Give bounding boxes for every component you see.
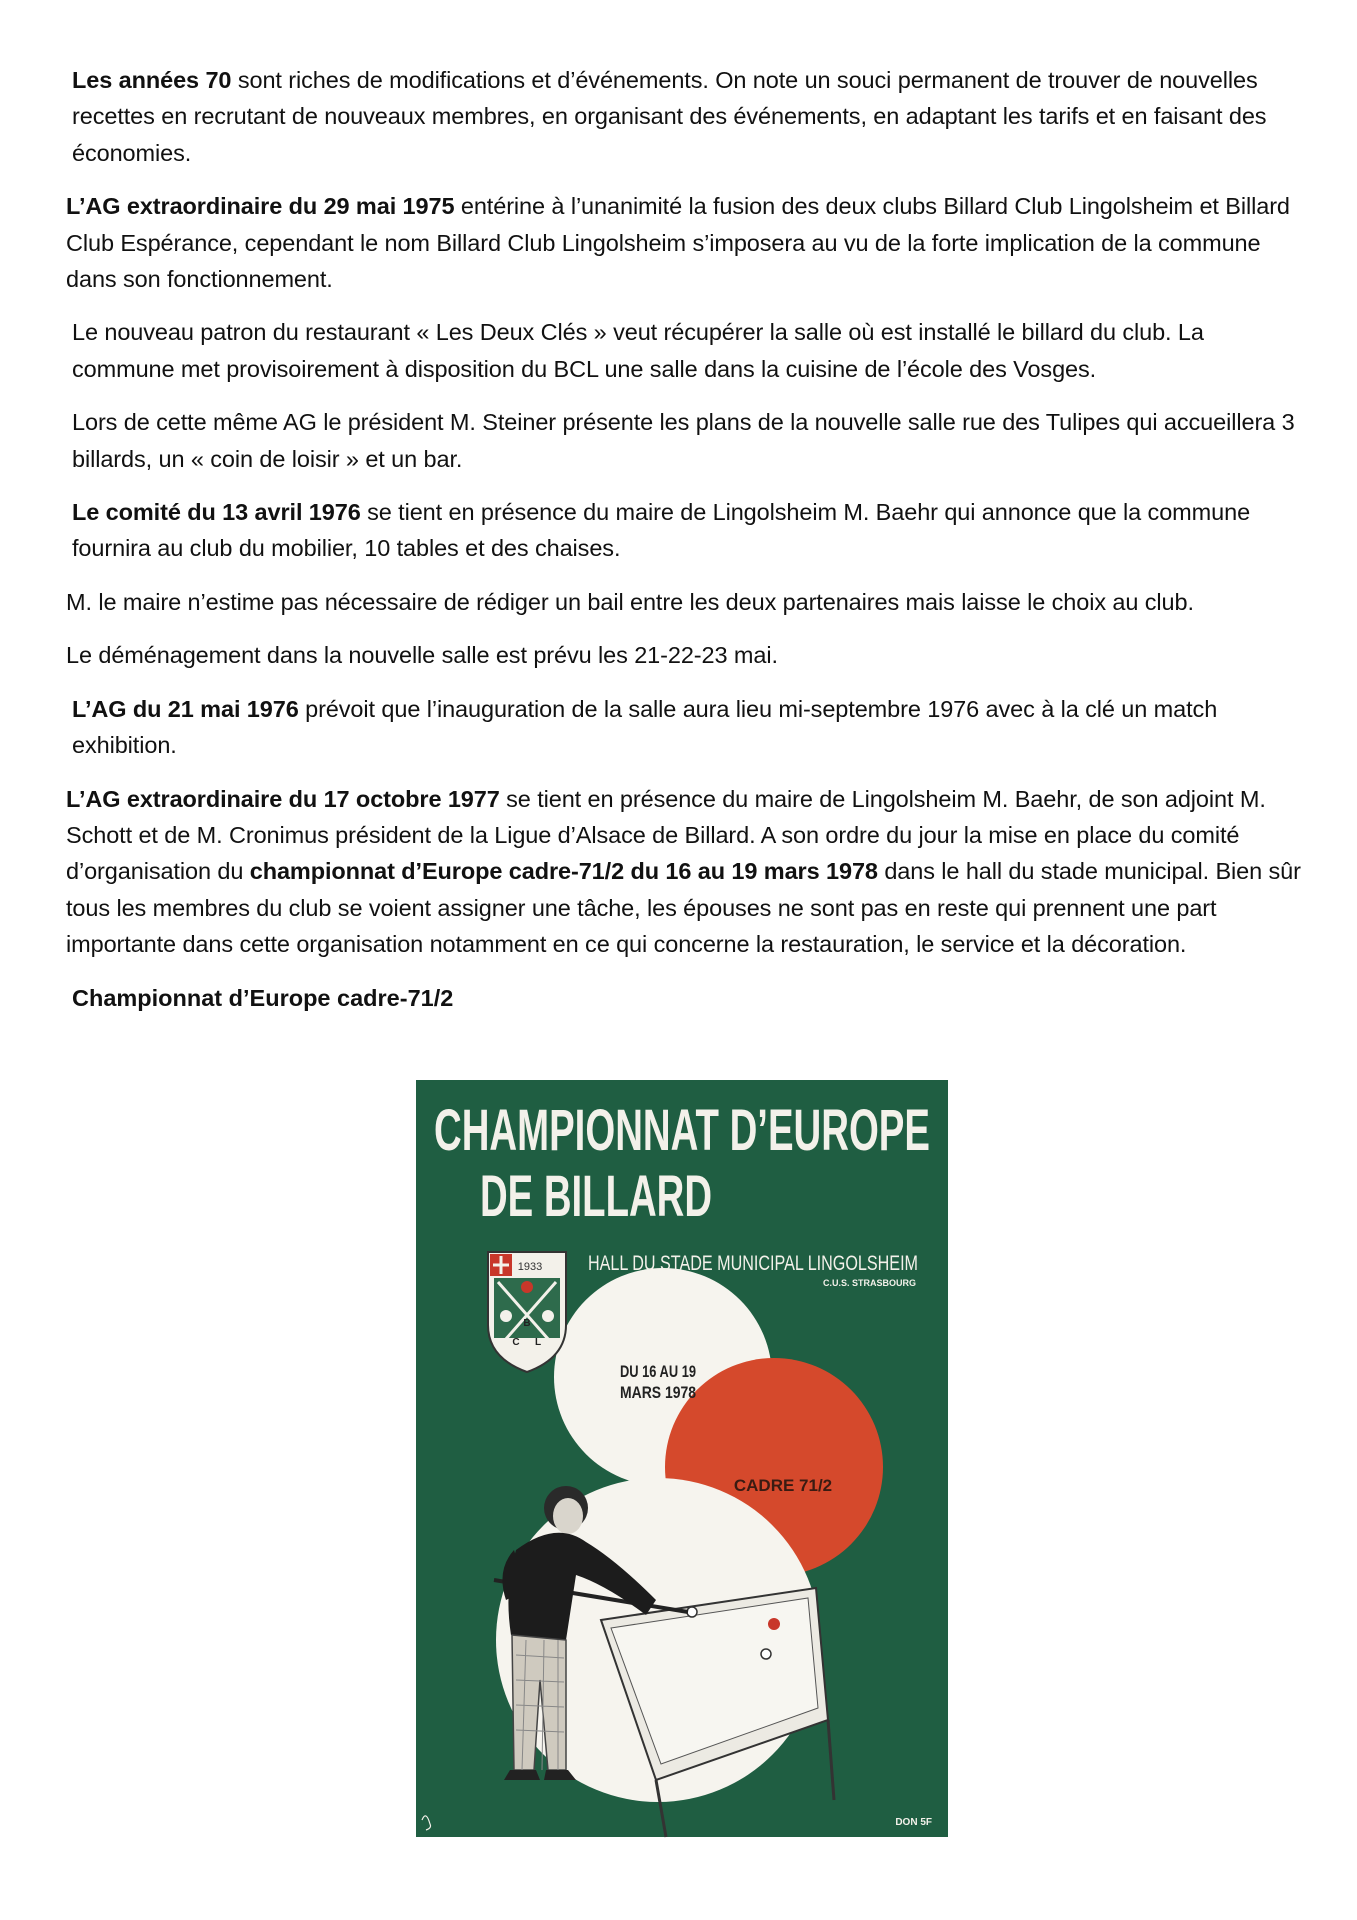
text-run: se tient en présence du maire de Lingolsheim M. Baehr, de son adjoint M. Schott et de M. Cronimus président de la Ligue d’Alsace de Billard. A son ordre du jour la mise en place du comité d’organisation du xyxy=(66,785,1266,885)
crest-year: 1933 xyxy=(517,1261,543,1273)
paragraph xyxy=(66,188,1306,297)
paragraph xyxy=(66,62,1306,171)
poster-category: CADRE 71/2 xyxy=(733,1476,833,1495)
poster-title-line1: CHAMPIONNAT D’EUROPE xyxy=(434,1098,930,1163)
text-run: prévoit que l’inauguration de la salle aura lieu mi-septembre 1976 avec à la clé un match exhibition. xyxy=(72,695,1218,759)
bold-phrase: L’AG du 21 mai 1976 xyxy=(72,695,299,722)
text-run: se tient en présence du maire de Lingolsheim M. Baehr qui annonce que la commune fournira au club du mobilier, 10 tables et des chaises. xyxy=(72,499,1251,562)
bold-phrase: championnat d’Europe cadre-71/2 du 16 au 19 mars 1978 xyxy=(249,858,878,885)
text-run: entérine à l’unanimité la fusion des deux clubs Billard Club Lingolsheim et Billard Club Espérance, cependant le nom Billard Club Lingolsheim s’imposera au vu de la forte implication de la commune dans son fonctionnement. xyxy=(66,193,1290,293)
poster-venue: HALL DU STADE MUNICIPAL LINGOLSHEIM xyxy=(588,1252,918,1275)
poster-footer: DON 5F xyxy=(895,1817,932,1828)
poster-caption: Championnat d’Europe cadre-71/2 xyxy=(72,984,454,1011)
paragraph xyxy=(66,691,1306,764)
paragraph xyxy=(66,404,1306,477)
crest-letter-l: L xyxy=(534,1337,542,1348)
paragraph xyxy=(66,781,1306,963)
text-run: M. le maire n’estime pas nécessaire de rédiger un bail entre les deux partenaires mais laisse le choix au club. xyxy=(66,588,1194,615)
poster-graphic xyxy=(416,1080,948,1837)
paragraph xyxy=(66,494,1306,567)
crest-letter-b: B xyxy=(523,1318,531,1329)
bold-phrase: L’AG extraordinaire du 29 mai 1975 xyxy=(66,193,455,220)
bold-phrase: Les années 70 xyxy=(72,67,232,93)
text-run: dans le hall du stade municipal. Bien sûr tous les membres du club se voient assigner une tâche, les épouses ne sont pas en reste qui prennent une part importante dans cette organisation notamment en ce qui concerne la restauration, le service et la décoration. xyxy=(66,858,1301,958)
crest-icon xyxy=(488,1252,566,1372)
championship-poster xyxy=(416,1080,948,1837)
poster-title-line2: DE BILLARD xyxy=(480,1164,712,1229)
document-body xyxy=(66,62,1306,1016)
crest-letter-c: C xyxy=(512,1337,520,1348)
poster-date-line2: MARS 1978 xyxy=(620,1383,696,1402)
paragraph xyxy=(66,637,1306,673)
bold-phrase: L’AG extraordinaire du 17 octobre 1977 xyxy=(66,785,500,812)
paragraph xyxy=(66,314,1306,387)
poster-subvenue: C.U.S. STRASBOURG xyxy=(822,1278,916,1288)
text-run: Le déménagement dans la nouvelle salle est prévu les 21-22-23 mai. xyxy=(66,642,778,669)
poster-date-line1: DU 16 AU 19 xyxy=(620,1362,696,1381)
paragraph xyxy=(66,584,1306,620)
paragraph-list xyxy=(66,62,1306,963)
text-run: Lors de cette même AG le président M. Steiner présente les plans de la nouvelle salle rue des Tulipes qui accueillera 3 billards, un « coin de loisir » et un bar. xyxy=(72,409,1295,472)
text-run: sont riches de modifications et d’événements. On note un souci permanent de trouver de nouvelles recettes en recrutant de nouveaux membres, en organisant des événements, en adaptant les tarifs et en faisant des économies. xyxy=(72,67,1267,166)
text-run: Le nouveau patron du restaurant « Les Deux Clés » veut récupérer la salle où est installé le billard du club. La commune met provisoirement à disposition du BCL une salle dans la cuisine de l’école des Vosges. xyxy=(72,319,1204,382)
bold-phrase: Le comité du 13 avril 1976 xyxy=(72,499,361,526)
